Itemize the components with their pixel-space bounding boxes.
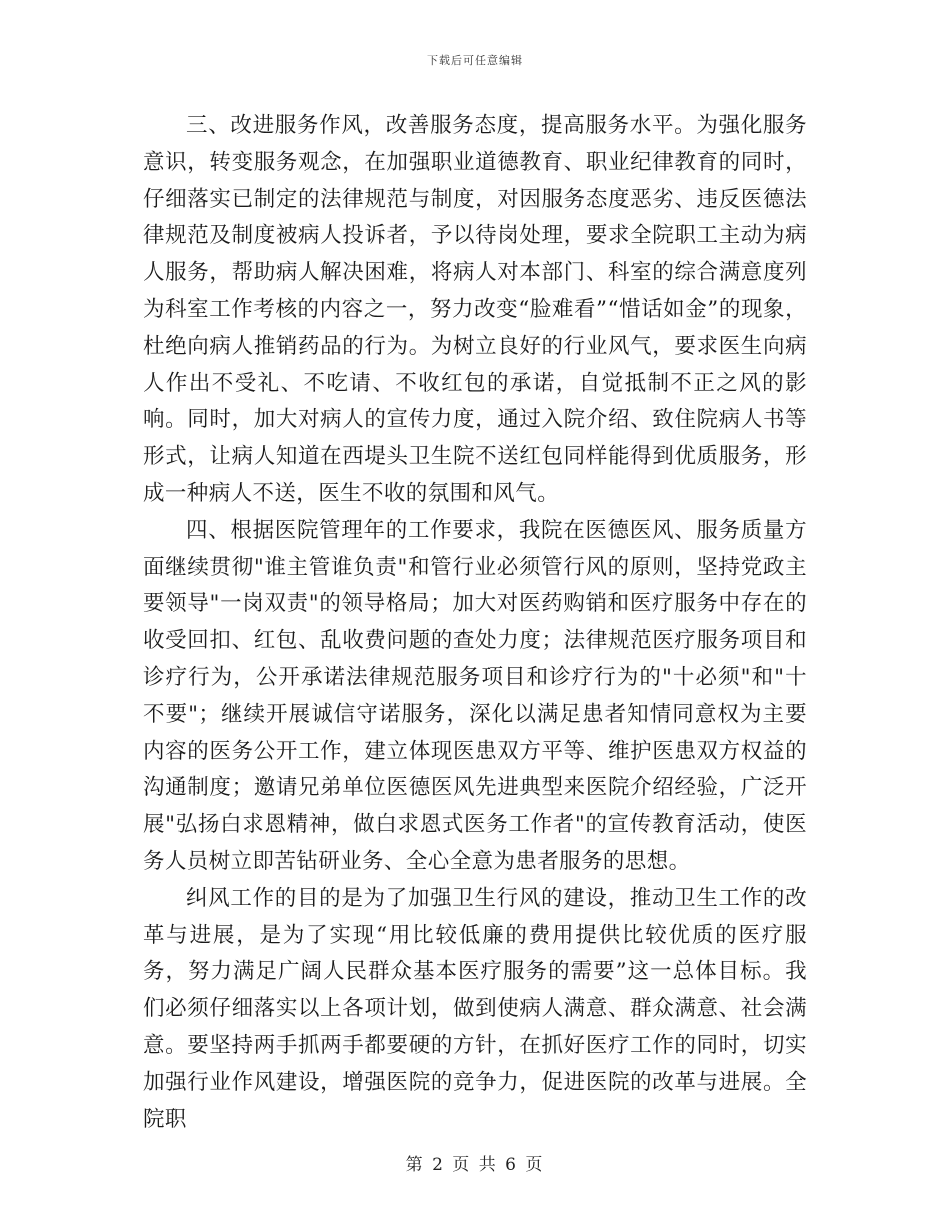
document-body — [143, 108, 807, 1138]
paragraph-hospital-management: 四、根据医院管理年的工作要求，我院在医德医风、服务质量方面继续贯彻"谁主管谁负责"和管行业必须管行风的原则，坚持党政主要领导"一岗双责"的领导格局；加大对医药购销和医疗服务中存在的收受回扣、红包、乱收费问题的查处力度；法律规范医疗服务项目和诊疗行为，公开承诺法律规范服务项目和诊疗行为的"十必须"和"十不要"；继续开展诚信守诺服务，深化以满足患者知情同意权为主要内容的医务公开工作，建立体现医患双方平等、维护医患双方权益的沟通制度；邀请兄弟单位医德医风先进典型来医院介绍经验，广泛开展"弘扬白求恩精神，做白求恩式医务工作者"的宣传教育活动，使医务人员树立即苦钻研业务、全心全意为患者服务的思想。 — [143, 517, 807, 874]
page-number-footer: 第 2 页 共 6 页 — [405, 1155, 545, 1175]
page-header: 下载后可任意编辑 — [427, 54, 523, 67]
paragraph-service-style: 三、改进服务作风，改善服务态度，提高服务水平。为强化服务意识，转变服务观念，在加强职业道德教育、职业纪律教育的同时，仔细落实已制定的法律规范与制度，对因服务态度恶劣、违反医德法律规范及制度被病人投诉者，予以待岗处理，要求全院职工主动为病人服务，帮助病人解决困难，将病人对本部门、科室的综合满意度列为科室工作考核的内容之一，努力改变“脸难看”“惜话如金”的现象，杜绝向病人推销药品的行为。为树立良好的行业风气，要求医生向病人作出不受礼、不吃请、不收红包的承诺，自觉抵制不正之风的影响。同时，加大对病人的宣传力度，通过入院介绍、致住院病人书等形式，让病人知道在西堤头卫生院不送红包同样能得到优质服务，形成一种病人不送，医生不收的氛围和风气。 — [143, 113, 807, 506]
paragraph-rectification-goal: 纠风工作的目的是为了加强卫生行风的建设，推动卫生工作的改革与进展，是为了实现“用比较低廉的费用提供比较优质的医疗服务，努力满足广阔人民群众基本医疗服务的需要”这一总体目标。我们必须仔细落实以上各项计划，做到使病人满意、群众满意、社会满意。要坚持两手抓两手都要硬的方针，在抓好医疗工作的同时，切实加强行业作风建设，增强医院的竞争力，促进医院的改革与进展。全院职 — [143, 885, 807, 1132]
